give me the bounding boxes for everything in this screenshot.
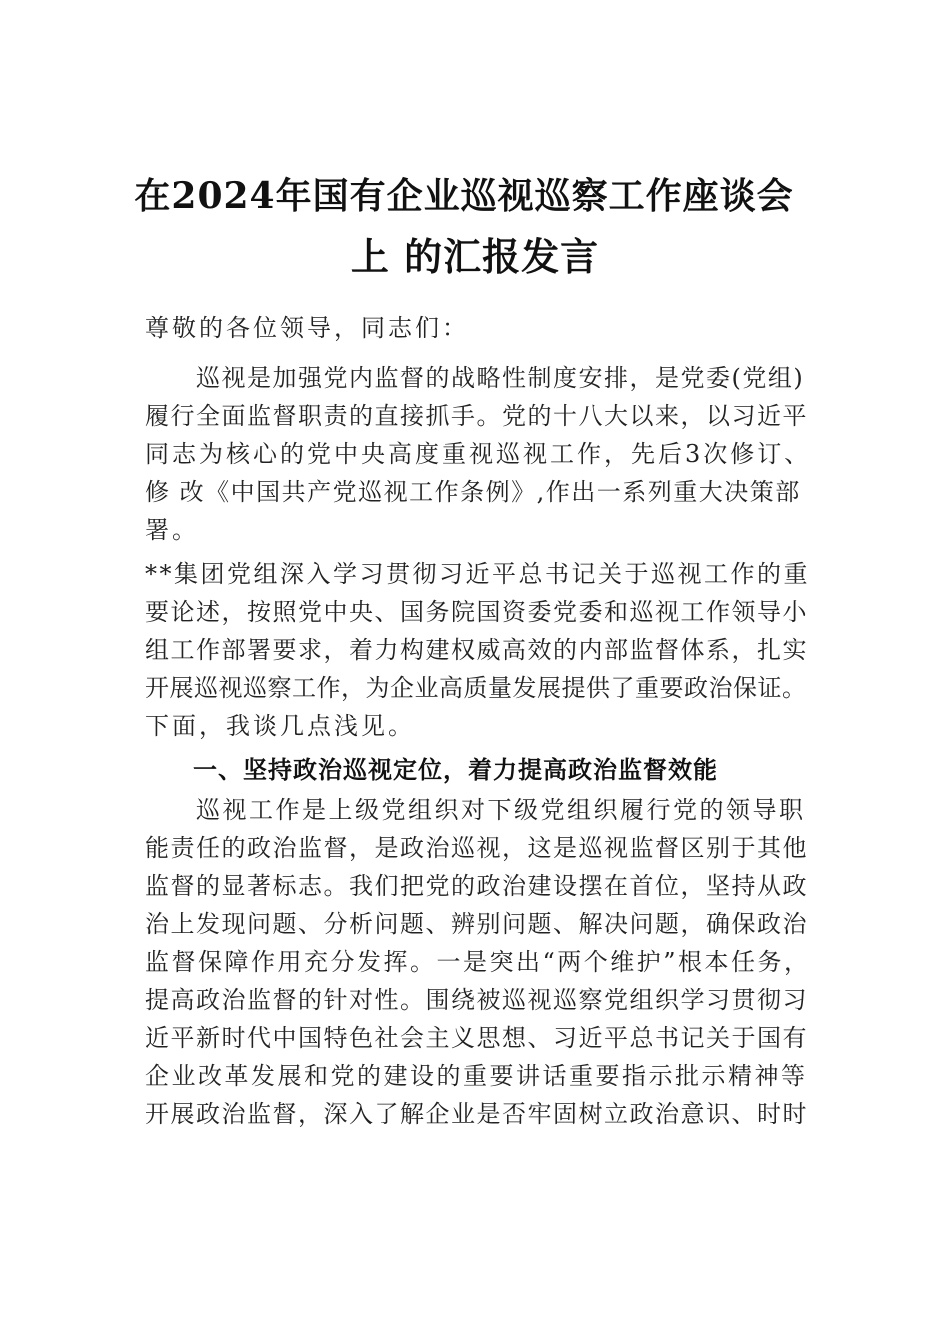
paragraph-1-line: 署。 bbox=[145, 516, 199, 544]
paragraph-3-line: 能责任的政治监督，是政治巡视，这是巡视监督区别于其他 bbox=[145, 834, 808, 862]
paragraph-3-line: 巡视工作是上级党组织对下级党组织履行党的领导职 bbox=[196, 796, 806, 824]
paragraph-3-line: 监督保障作用充分发挥。一是突出“两个维护”根本任务， bbox=[145, 948, 811, 976]
paragraph-1-line: 同志为核心的党中央高度重视巡视工作，先后3次修订、 bbox=[145, 440, 812, 468]
paragraph-2-line: 组工作部署要求，着力构建权威高效的内部监督体系，扎实 bbox=[145, 636, 808, 664]
paragraph-3-line: 企业改革发展和党的建设的重要讲话重要指示批示精神等 bbox=[145, 1062, 808, 1090]
paragraph-2-line: 下面，我谈几点浅见。 bbox=[145, 712, 415, 740]
paragraph-1-line: 巡视是加强党内监督的战略性制度安排，是党委(党组) bbox=[196, 364, 805, 392]
paragraph-2-line: 开展巡视巡察工作，为企业高质量发展提供了重要政治保证。 bbox=[145, 674, 807, 702]
paragraph-3-line: 治上发现问题、分析问题、辨别问题、解决问题，确保政治 bbox=[145, 910, 808, 938]
document-title-line-2: 上 的汇报发言 bbox=[350, 234, 600, 279]
salutation: 尊敬的各位领导，同志们： bbox=[145, 314, 469, 342]
paragraph-3-line: 开展政治监督，深入了解企业是否牢固树立政治意识、时时 bbox=[145, 1100, 808, 1128]
paragraph-1-line: 履行全面监督职责的直接抓手。党的十八大以来，以习近平 bbox=[145, 402, 808, 430]
paragraph-3-line: 监督的显著标志。我们把党的政治建设摆在首位，坚持从政 bbox=[145, 872, 808, 900]
section-heading-1: 一、坚持政治巡视定位，着力提高政治监督效能 bbox=[193, 756, 718, 784]
paragraph-3-line: 近平新时代中国特色社会主义思想、习近平总书记关于国有 bbox=[145, 1024, 808, 1052]
paragraph-2-line: 要论述，按照党中央、国务院国资委党委和巡视工作领导小 bbox=[145, 598, 808, 626]
paragraph-1-line: 修 改《中国共产党巡视工作条例》,作出一系列重大决策部 bbox=[145, 478, 801, 506]
document-title-line-1: 在2024年国有企业巡视巡察工作座谈会 bbox=[134, 175, 794, 217]
paragraph-3-line: 提高政治监督的针对性。围绕被巡视巡察党组织学习贯彻习 bbox=[145, 986, 808, 1014]
paragraph-2-line: **集团党组深入学习贯彻习近平总书记关于巡视工作的重 bbox=[145, 560, 810, 588]
